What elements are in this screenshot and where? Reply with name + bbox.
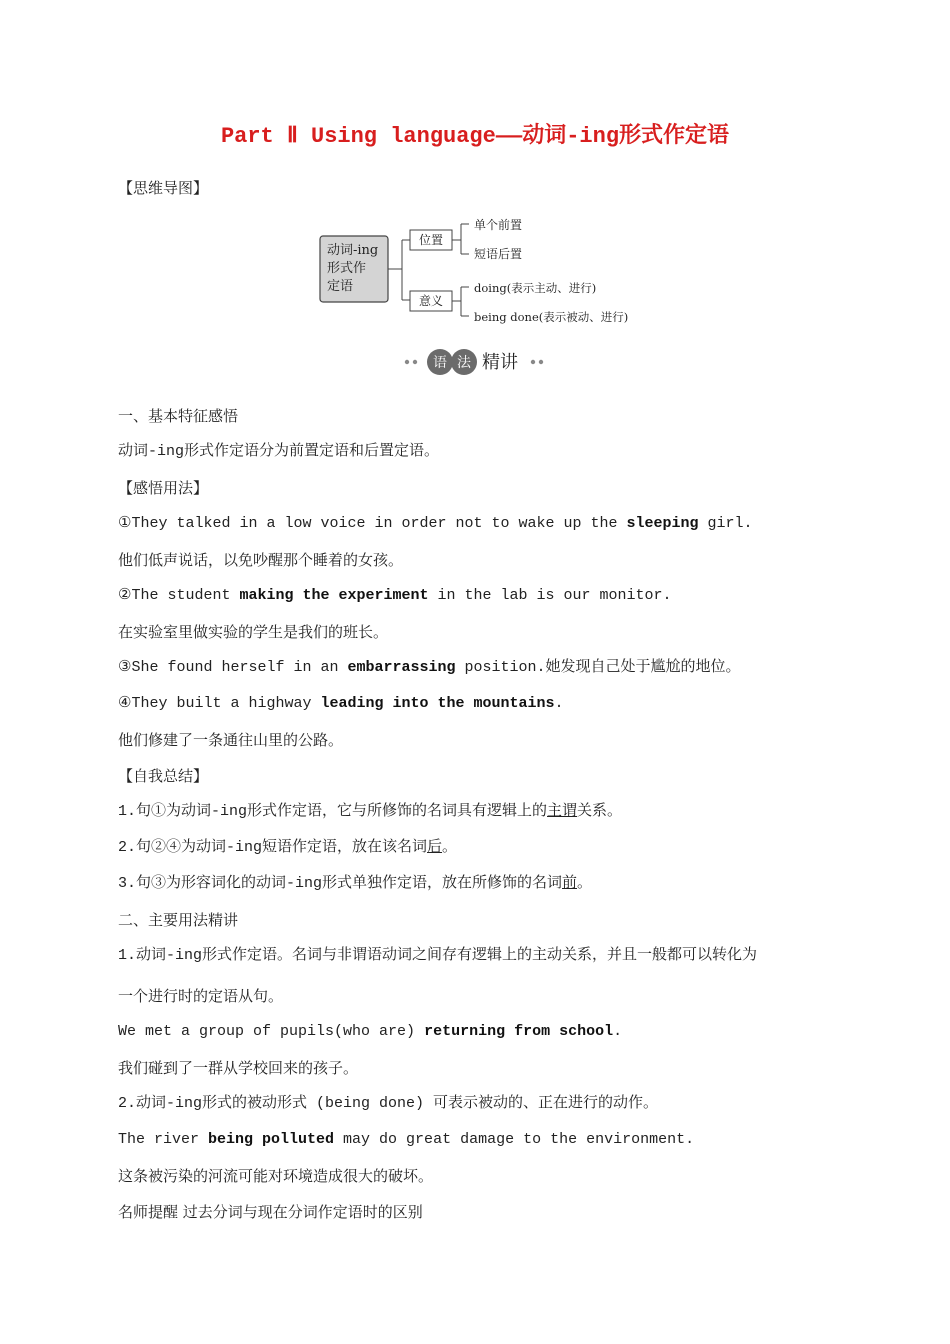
mindmap-branch-label: 意义: [419, 294, 444, 308]
section-heading: 二、主要用法精讲: [118, 911, 239, 929]
mindmap-root-line: 动词-ing: [327, 243, 379, 258]
badge-char: 法: [457, 355, 471, 371]
example-sentence: The river being polluted may do great damage to the environment.: [118, 1131, 695, 1148]
subheading: 【感悟用法】: [118, 479, 209, 497]
summary-item: 2.句②④为动词-ing短语作定语，放在该名词后。: [118, 839, 458, 856]
mind-map-diagram: [318, 212, 648, 332]
mindmap-root-line: 定语: [327, 279, 354, 294]
page-title: Part Ⅱ Using language——动词-ing形式作定语: [220, 124, 730, 149]
example-translation: 这条被污染的河流可能对环境造成很大的破坏。: [118, 1167, 434, 1185]
mindmap-leaf: 短语后置: [474, 247, 523, 261]
paragraph: 动词-ing形式作定语分为前置定语和后置定语。: [118, 443, 440, 460]
mindmap-leaf: 单个前置: [474, 218, 523, 232]
mindmap-leaf: being done(表示被动、进行): [474, 310, 629, 324]
grammar-badge: [400, 346, 550, 378]
mindmap-root-line: 形式作: [327, 261, 367, 276]
paragraph: 2.动词-ing形式的被动形式 (being done) 可表示被动的、正在进行的动作。: [118, 1095, 659, 1112]
example-sentence: ①They talked in a low voice in order not to wake up the sleeping girl.: [118, 515, 753, 532]
example-sentence: ③She found herself in an embarrassing position.她发现自己处于尴尬的地位。: [118, 659, 741, 676]
paragraph: 一个进行时的定语从句。: [118, 987, 284, 1005]
example-sentence: ②The student making the experiment in the lab is our monitor.: [118, 587, 672, 604]
teacher-tip: 名师提醒 过去分词与现在分词作定语时的区别: [118, 1203, 423, 1221]
subheading: 【自我总结】: [118, 767, 209, 785]
example-translation: 他们低声说话，以免吵醒那个睡着的女孩。: [118, 551, 404, 569]
example-translation: 他们修建了一条通往山里的公路。: [118, 731, 344, 749]
paragraph: 1.动词-ing形式作定语。名词与非谓语动词之间存有逻辑上的主动关系，并且一般都可以转化为: [118, 947, 758, 964]
badge-text: 精讲: [482, 352, 518, 373]
example-sentence: We met a group of pupils(who are) returning from school.: [118, 1023, 623, 1040]
example-sentence: ④They built a highway leading into the mountains.: [118, 695, 564, 712]
mindmap-heading: 【思维导图】: [118, 179, 209, 197]
summary-item: 3.句③为形容词化的动词-ing形式单独作定语，放在所修饰的名词前。: [118, 875, 593, 892]
summary-item: 1.句①为动词-ing形式作定语，它与所修饰的名词具有逻辑上的主谓关系。: [118, 803, 623, 820]
mindmap-leaf: doing(表示主动、进行): [474, 281, 597, 295]
mindmap-branch-label: 位置: [419, 233, 444, 247]
badge-char: 语: [433, 355, 447, 371]
example-translation: 我们碰到了一群从学校回来的孩子。: [118, 1059, 359, 1077]
example-translation: 在实验室里做实验的学生是我们的班长。: [118, 623, 389, 641]
section-heading: 一、基本特征感悟: [118, 407, 239, 425]
